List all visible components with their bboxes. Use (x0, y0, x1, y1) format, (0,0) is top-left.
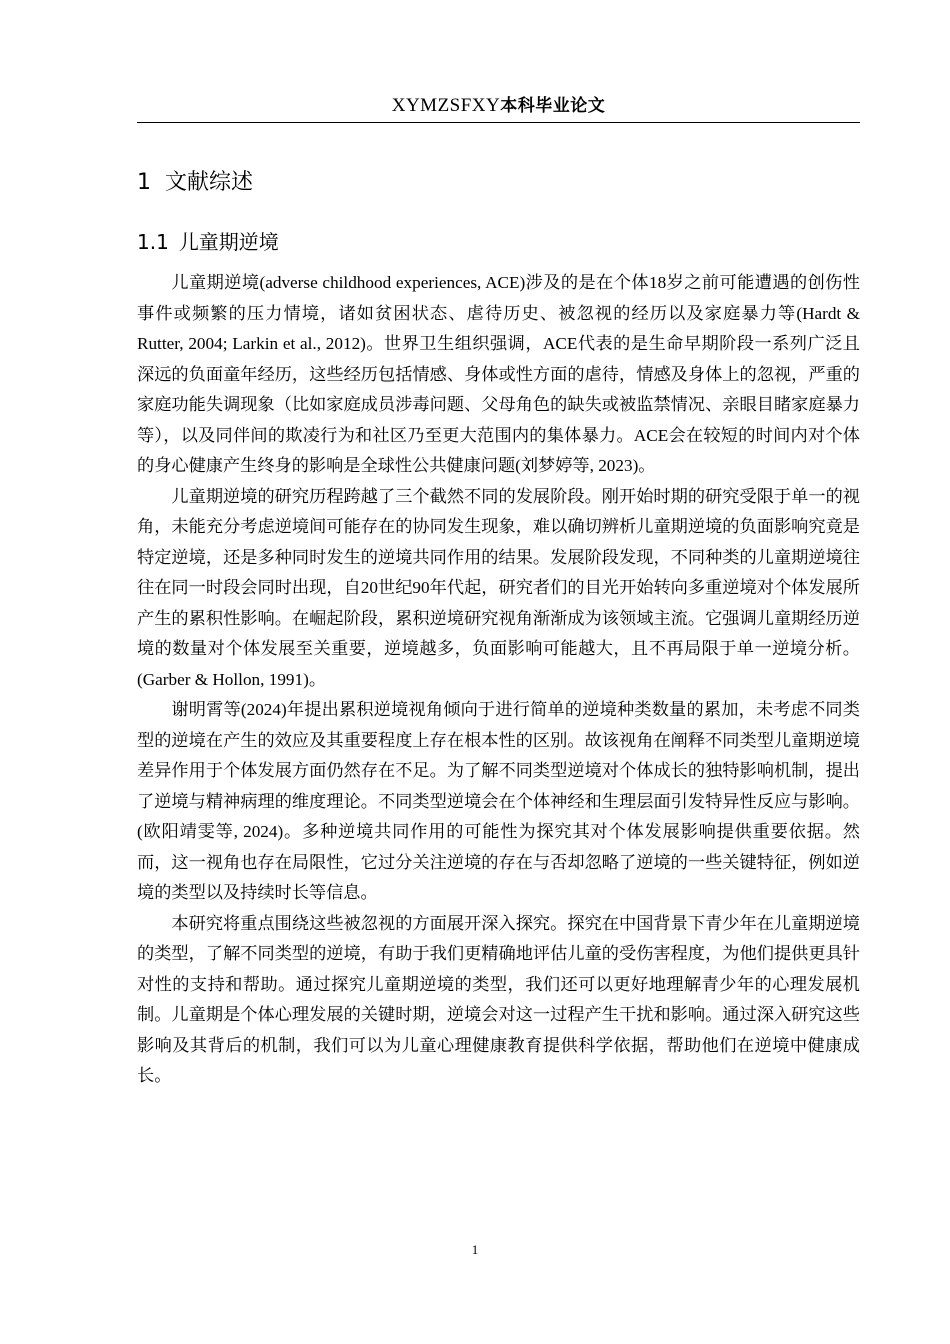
header-school: XYMZSFXY (391, 95, 501, 116)
subsection-heading (137, 226, 279, 258)
paragraph: 儿童期逆境的研究历程跨越了三个截然不同的发展阶段。刚开始时期的研究受限于单一的视角，未能充分考虑逆境间可能存在的协同发生现象，难以确切辨析儿童期逆境的负面影响究竟是特定逆境，还是多种同时发生的逆境共同作用的结果。发展阶段发现，不同种类的儿童期逆境往往在同一时段会同时出现，自20世纪90年代起，研究者们的目光开始转向多重逆境对个体发展所产生的累积性影响。在崛起阶段，累积逆境研究视角渐渐成为该领域主流。它强调儿童期经历逆境的数量对个体发展至关重要，逆境越多，负面影响可能越大，且不再局限于单一逆境分析。(Garber & Hollon, 1991)。 (137, 486, 860, 689)
section-number: 1 (137, 170, 151, 195)
paragraph: 谢明霄等(2024)年提出累积逆境视角倾向于进行简单的逆境种类数量的累加，未考虑不同类型的逆境在产生的效应及其重要程度上存在根本性的区别。故该视角在阐释不同类型儿童期逆境差异作用于个体发展方面仍然存在不足。为了解不同类型逆境对个体成长的独特影响机制，提出了逆境与精神病理的维度理论。不同类型逆境会在个体神经和生理层面引发特异性反应与影响。(欧阳靖雯等, 2024)。多种逆境共同作用的可能性为探究其对个体发展影响提供重要依据。然而，这一视角也存在局限性，它过分关注逆境的存在与否却忽略了逆境的一些关键特征，例如逆境的类型以及持续时长等信息。 (137, 700, 860, 902)
body-text (137, 268, 860, 1092)
paragraph: 本研究将重点围绕这些被忽视的方面展开深入探究。探究在中国背景下青少年在儿童期逆境的类型，了解不同类型的逆境，有助于我们更精确地评估儿童的受伤害程度，为他们提供更具针对性的支持和帮助。通过探究儿童期逆境的类型，我们还可以更好地理解青少年的心理发展机制。儿童期是个体心理发展的关键时期，逆境会对这一过程产生干扰和影响。通过深入研究这些影响及其背后的机制，我们可以为儿童心理健康教育提供科学依据，帮助他们在逆境中健康成长。 (137, 913, 860, 1085)
running-header (137, 92, 860, 123)
paragraph: 儿童期逆境(adverse childhood experiences, ACE)涉及的是在个体18岁之前可能遭遇的创伤性事件或频繁的压力情境，诸如贫困状态、虐待历史、被忽视的经历以及家庭暴力等(Hardt & Rutter, 2004; Larkin et al., 2012)。世界卫生组织强调，ACE代表的是生命早期阶段一系列广泛且深远的负面童年经历，这些经历包括情感、身体或性方面的虐待，情感及身体上的忽视，严重的家庭功能失调现象（比如家庭成员涉毒问题、父母角色的缺失或被监禁情况、亲眼目睹家庭暴力等），以及同伴间的欺凌行为和社区乃至更大范围内的集体暴力。ACE会在较短的时间内对个体的身心健康产生终身的影响是全球性公共健康问题(刘梦婷等, 2023)。 (137, 273, 860, 475)
header-doc-type: 本科毕业论文 (500, 96, 606, 116)
page-number: 1 (471, 1242, 479, 1257)
section-heading (137, 166, 253, 200)
subsection-title: 儿童期逆境 (178, 230, 279, 254)
section-title: 文献综述 (165, 170, 254, 195)
subsection-number: 1.1 (137, 230, 169, 254)
